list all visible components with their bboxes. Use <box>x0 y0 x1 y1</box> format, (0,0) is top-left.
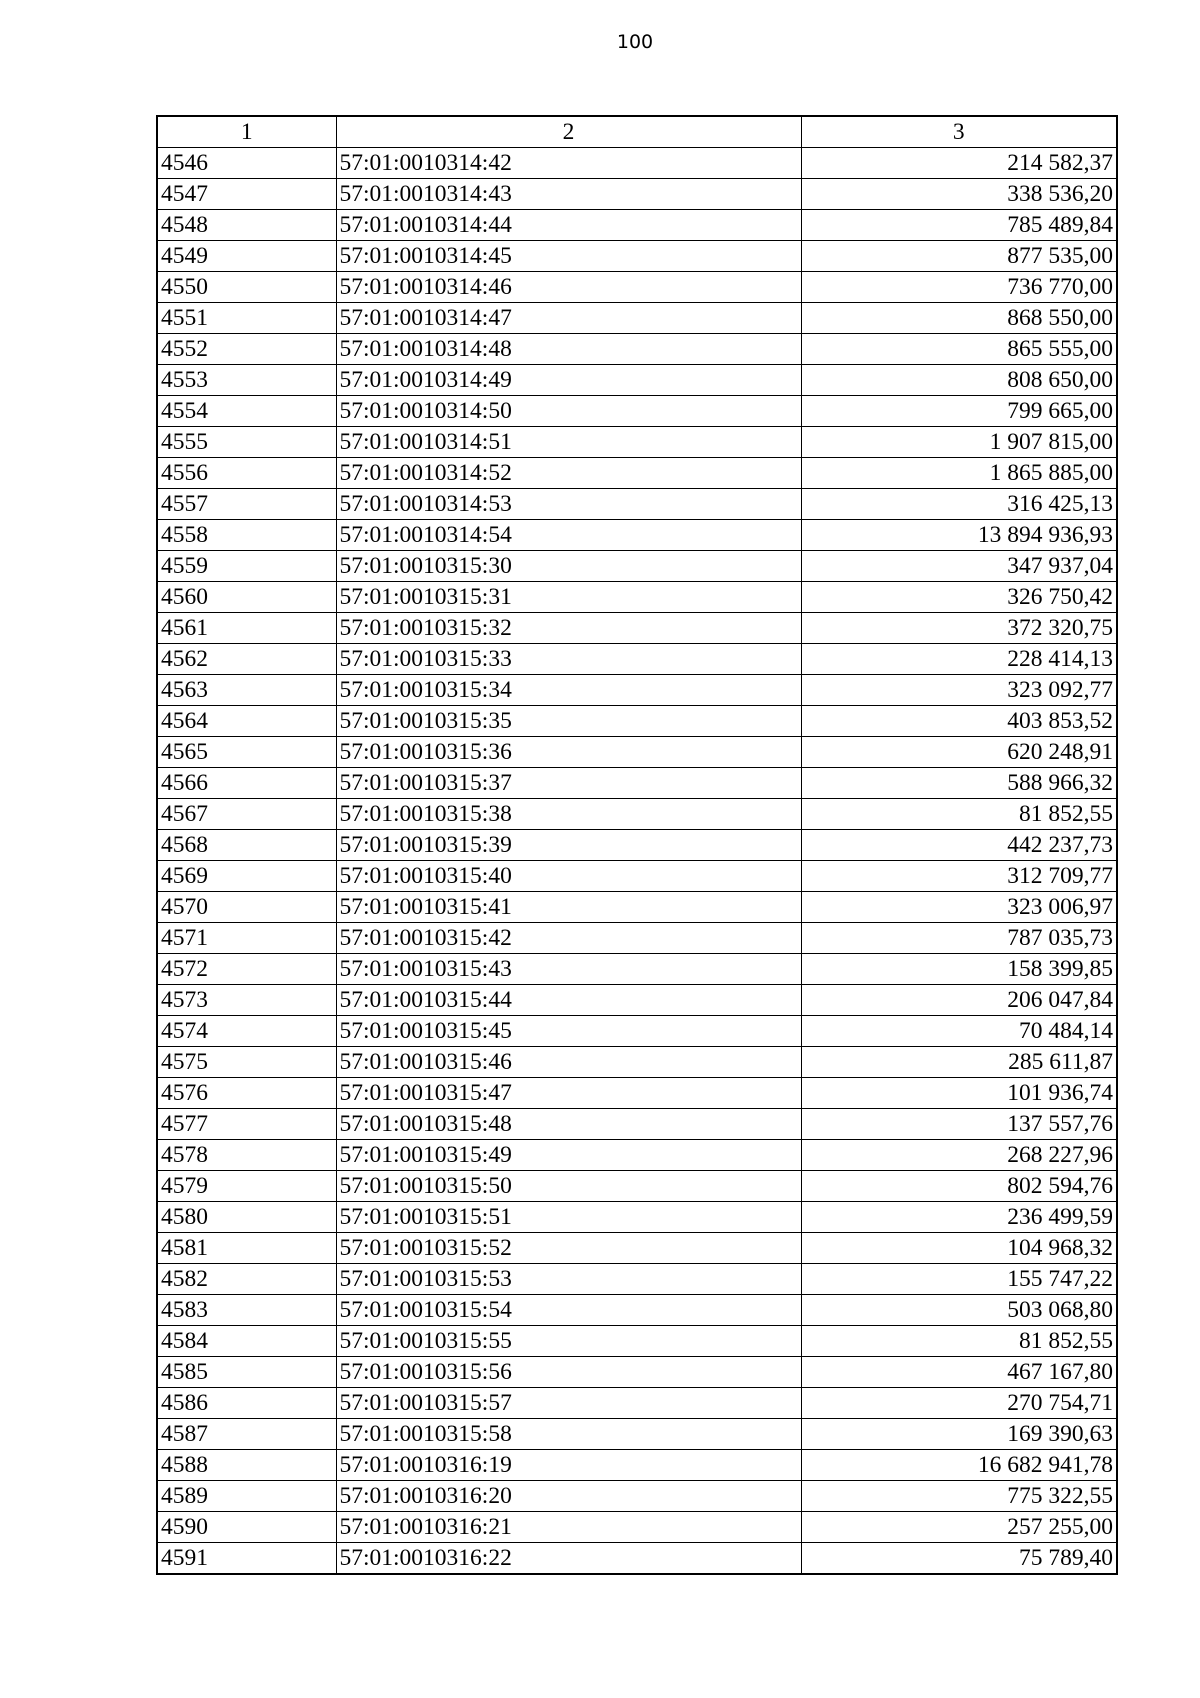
row-number-cell: 4557 <box>157 489 336 520</box>
value-cell: 257 255,00 <box>801 1512 1117 1543</box>
row-number-cell: 4575 <box>157 1047 336 1078</box>
row-number-cell: 4587 <box>157 1419 336 1450</box>
cadastral-number-cell: 57:01:0010315:48 <box>336 1109 801 1140</box>
table-row <box>157 458 1117 489</box>
row-number-cell: 4562 <box>157 644 336 675</box>
row-number-cell: 4584 <box>157 1326 336 1357</box>
value-cell: 802 594,76 <box>801 1171 1117 1202</box>
cadastral-number-cell: 57:01:0010315:57 <box>336 1388 801 1419</box>
value-cell: 326 750,42 <box>801 582 1117 613</box>
cadastral-number-cell: 57:01:0010316:19 <box>336 1450 801 1481</box>
value-cell: 799 665,00 <box>801 396 1117 427</box>
row-number-cell: 4554 <box>157 396 336 427</box>
row-number-cell: 4556 <box>157 458 336 489</box>
value-cell: 16 682 941,78 <box>801 1450 1117 1481</box>
value-cell: 285 611,87 <box>801 1047 1117 1078</box>
table-row <box>157 1016 1117 1047</box>
row-number-cell: 4550 <box>157 272 336 303</box>
cadastral-number-cell: 57:01:0010314:49 <box>336 365 801 396</box>
cadastral-number-cell: 57:01:0010315:38 <box>336 799 801 830</box>
table-body <box>157 148 1117 1575</box>
row-number-cell: 4572 <box>157 954 336 985</box>
table-row <box>157 799 1117 830</box>
table-row <box>157 427 1117 458</box>
table-row <box>157 1419 1117 1450</box>
value-cell: 169 390,63 <box>801 1419 1117 1450</box>
cadastral-number-cell: 57:01:0010315:42 <box>336 923 801 954</box>
value-cell: 588 966,32 <box>801 768 1117 799</box>
cadastral-number-cell: 57:01:0010314:47 <box>336 303 801 334</box>
cadastral-number-cell: 57:01:0010315:37 <box>336 768 801 799</box>
value-cell: 316 425,13 <box>801 489 1117 520</box>
value-cell: 442 237,73 <box>801 830 1117 861</box>
cadastral-number-cell: 57:01:0010315:39 <box>336 830 801 861</box>
table-row <box>157 1047 1117 1078</box>
value-cell: 785 489,84 <box>801 210 1117 241</box>
data-table <box>156 115 1118 1575</box>
table-row <box>157 1450 1117 1481</box>
table-row <box>157 830 1117 861</box>
row-number-cell: 4585 <box>157 1357 336 1388</box>
row-number-cell: 4591 <box>157 1543 336 1575</box>
table-row <box>157 644 1117 675</box>
cadastral-number-cell: 57:01:0010315:41 <box>336 892 801 923</box>
row-number-cell: 4582 <box>157 1264 336 1295</box>
cadastral-number-cell: 57:01:0010314:51 <box>336 427 801 458</box>
cadastral-number-cell: 57:01:0010315:56 <box>336 1357 801 1388</box>
table-row <box>157 1264 1117 1295</box>
cadastral-number-cell: 57:01:0010315:44 <box>336 985 801 1016</box>
table-row <box>157 1481 1117 1512</box>
row-number-cell: 4577 <box>157 1109 336 1140</box>
value-cell: 228 414,13 <box>801 644 1117 675</box>
value-cell: 868 550,00 <box>801 303 1117 334</box>
value-cell: 206 047,84 <box>801 985 1117 1016</box>
value-cell: 865 555,00 <box>801 334 1117 365</box>
row-number-cell: 4567 <box>157 799 336 830</box>
table-row <box>157 334 1117 365</box>
cadastral-number-cell: 57:01:0010315:30 <box>336 551 801 582</box>
table-row <box>157 1512 1117 1543</box>
table-row <box>157 1078 1117 1109</box>
row-number-cell: 4569 <box>157 861 336 892</box>
table-row <box>157 1357 1117 1388</box>
row-number-cell: 4578 <box>157 1140 336 1171</box>
value-cell: 81 852,55 <box>801 799 1117 830</box>
column-header-2: 2 <box>336 116 801 148</box>
value-cell: 104 968,32 <box>801 1233 1117 1264</box>
table-row <box>157 551 1117 582</box>
value-cell: 81 852,55 <box>801 1326 1117 1357</box>
row-number-cell: 4552 <box>157 334 336 365</box>
cadastral-number-cell: 57:01:0010315:40 <box>336 861 801 892</box>
cadastral-number-cell: 57:01:0010314:54 <box>336 520 801 551</box>
table-row <box>157 1140 1117 1171</box>
value-cell: 787 035,73 <box>801 923 1117 954</box>
value-cell: 158 399,85 <box>801 954 1117 985</box>
table-row <box>157 1326 1117 1357</box>
value-cell: 808 650,00 <box>801 365 1117 396</box>
row-number-cell: 4581 <box>157 1233 336 1264</box>
row-number-cell: 4548 <box>157 210 336 241</box>
cadastral-number-cell: 57:01:0010315:49 <box>336 1140 801 1171</box>
table-row <box>157 1171 1117 1202</box>
row-number-cell: 4549 <box>157 241 336 272</box>
page-number: 100 <box>616 31 654 53</box>
table-row <box>157 210 1117 241</box>
value-cell: 323 006,97 <box>801 892 1117 923</box>
row-number-cell: 4579 <box>157 1171 336 1202</box>
value-cell: 403 853,52 <box>801 706 1117 737</box>
cadastral-number-cell: 57:01:0010316:21 <box>336 1512 801 1543</box>
cadastral-number-cell: 57:01:0010315:51 <box>336 1202 801 1233</box>
cadastral-number-cell: 57:01:0010316:22 <box>336 1543 801 1575</box>
table-row <box>157 861 1117 892</box>
row-number-cell: 4576 <box>157 1078 336 1109</box>
cadastral-number-cell: 57:01:0010314:44 <box>336 210 801 241</box>
cadastral-number-cell: 57:01:0010314:52 <box>336 458 801 489</box>
value-cell: 775 322,55 <box>801 1481 1117 1512</box>
row-number-cell: 4553 <box>157 365 336 396</box>
row-number-cell: 4565 <box>157 737 336 768</box>
cadastral-number-cell: 57:01:0010315:55 <box>336 1326 801 1357</box>
value-cell: 70 484,14 <box>801 1016 1117 1047</box>
cadastral-number-cell: 57:01:0010315:43 <box>336 954 801 985</box>
row-number-cell: 4574 <box>157 1016 336 1047</box>
row-number-cell: 4559 <box>157 551 336 582</box>
row-number-cell: 4561 <box>157 613 336 644</box>
cadastral-number-cell: 57:01:0010314:45 <box>336 241 801 272</box>
value-cell: 736 770,00 <box>801 272 1117 303</box>
table-row <box>157 1388 1117 1419</box>
row-number-cell: 4566 <box>157 768 336 799</box>
table-row <box>157 303 1117 334</box>
cadastral-number-cell: 57:01:0010315:54 <box>336 1295 801 1326</box>
table-row <box>157 675 1117 706</box>
table-row <box>157 179 1117 210</box>
table-row <box>157 923 1117 954</box>
value-cell: 214 582,37 <box>801 148 1117 179</box>
cadastral-number-cell: 57:01:0010314:42 <box>336 148 801 179</box>
cadastral-number-cell: 57:01:0010316:20 <box>336 1481 801 1512</box>
table-row <box>157 892 1117 923</box>
cadastral-number-cell: 57:01:0010315:53 <box>336 1264 801 1295</box>
value-cell: 877 535,00 <box>801 241 1117 272</box>
cadastral-number-cell: 57:01:0010315:46 <box>336 1047 801 1078</box>
value-cell: 1 907 815,00 <box>801 427 1117 458</box>
cadastral-number-cell: 57:01:0010314:46 <box>336 272 801 303</box>
table-row <box>157 954 1117 985</box>
cadastral-number-cell: 57:01:0010315:58 <box>336 1419 801 1450</box>
value-cell: 155 747,22 <box>801 1264 1117 1295</box>
table-row <box>157 241 1117 272</box>
row-number-cell: 4551 <box>157 303 336 334</box>
row-number-cell: 4563 <box>157 675 336 706</box>
cadastral-number-cell: 57:01:0010315:52 <box>336 1233 801 1264</box>
row-number-cell: 4571 <box>157 923 336 954</box>
value-cell: 467 167,80 <box>801 1357 1117 1388</box>
row-number-cell: 4586 <box>157 1388 336 1419</box>
value-cell: 347 937,04 <box>801 551 1117 582</box>
row-number-cell: 4573 <box>157 985 336 1016</box>
table-row <box>157 148 1117 179</box>
row-number-cell: 4583 <box>157 1295 336 1326</box>
column-header-3: 3 <box>801 116 1117 148</box>
table-row <box>157 520 1117 551</box>
row-number-cell: 4570 <box>157 892 336 923</box>
value-cell: 503 068,80 <box>801 1295 1117 1326</box>
table-row <box>157 272 1117 303</box>
cadastral-number-cell: 57:01:0010314:43 <box>336 179 801 210</box>
value-cell: 270 754,71 <box>801 1388 1117 1419</box>
row-number-cell: 4589 <box>157 1481 336 1512</box>
value-cell: 268 227,96 <box>801 1140 1117 1171</box>
value-cell: 101 936,74 <box>801 1078 1117 1109</box>
cadastral-number-cell: 57:01:0010315:45 <box>336 1016 801 1047</box>
row-number-cell: 4555 <box>157 427 336 458</box>
table-row <box>157 706 1117 737</box>
value-cell: 372 320,75 <box>801 613 1117 644</box>
table-row <box>157 985 1117 1016</box>
row-number-cell: 4590 <box>157 1512 336 1543</box>
table-row <box>157 768 1117 799</box>
cadastral-number-cell: 57:01:0010315:50 <box>336 1171 801 1202</box>
cadastral-number-cell: 57:01:0010315:33 <box>336 644 801 675</box>
value-cell: 13 894 936,93 <box>801 520 1117 551</box>
table-row <box>157 1109 1117 1140</box>
cadastral-number-cell: 57:01:0010315:36 <box>336 737 801 768</box>
row-number-cell: 4564 <box>157 706 336 737</box>
value-cell: 323 092,77 <box>801 675 1117 706</box>
value-cell: 312 709,77 <box>801 861 1117 892</box>
column-header-1: 1 <box>157 116 336 148</box>
cadastral-number-cell: 57:01:0010314:53 <box>336 489 801 520</box>
row-number-cell: 4546 <box>157 148 336 179</box>
value-cell: 75 789,40 <box>801 1543 1117 1575</box>
value-cell: 1 865 885,00 <box>801 458 1117 489</box>
row-number-cell: 4568 <box>157 830 336 861</box>
table-row <box>157 582 1117 613</box>
table-row <box>157 737 1117 768</box>
row-number-cell: 4588 <box>157 1450 336 1481</box>
cadastral-number-cell: 57:01:0010314:50 <box>336 396 801 427</box>
row-number-cell: 4580 <box>157 1202 336 1233</box>
value-cell: 338 536,20 <box>801 179 1117 210</box>
cadastral-number-cell: 57:01:0010315:32 <box>336 613 801 644</box>
cadastral-number-cell: 57:01:0010315:35 <box>336 706 801 737</box>
value-cell: 137 557,76 <box>801 1109 1117 1140</box>
cadastral-number-cell: 57:01:0010315:34 <box>336 675 801 706</box>
table-header-row <box>157 116 1117 148</box>
cadastral-number-cell: 57:01:0010315:47 <box>336 1078 801 1109</box>
table-row <box>157 1295 1117 1326</box>
row-number-cell: 4547 <box>157 179 336 210</box>
table-row <box>157 1202 1117 1233</box>
value-cell: 620 248,91 <box>801 737 1117 768</box>
table-row <box>157 489 1117 520</box>
table-row <box>157 396 1117 427</box>
cadastral-number-cell: 57:01:0010315:31 <box>336 582 801 613</box>
cadastral-number-cell: 57:01:0010314:48 <box>336 334 801 365</box>
value-cell: 236 499,59 <box>801 1202 1117 1233</box>
table-row <box>157 1543 1117 1575</box>
table-row <box>157 613 1117 644</box>
row-number-cell: 4560 <box>157 582 336 613</box>
table-row <box>157 365 1117 396</box>
table-row <box>157 1233 1117 1264</box>
row-number-cell: 4558 <box>157 520 336 551</box>
